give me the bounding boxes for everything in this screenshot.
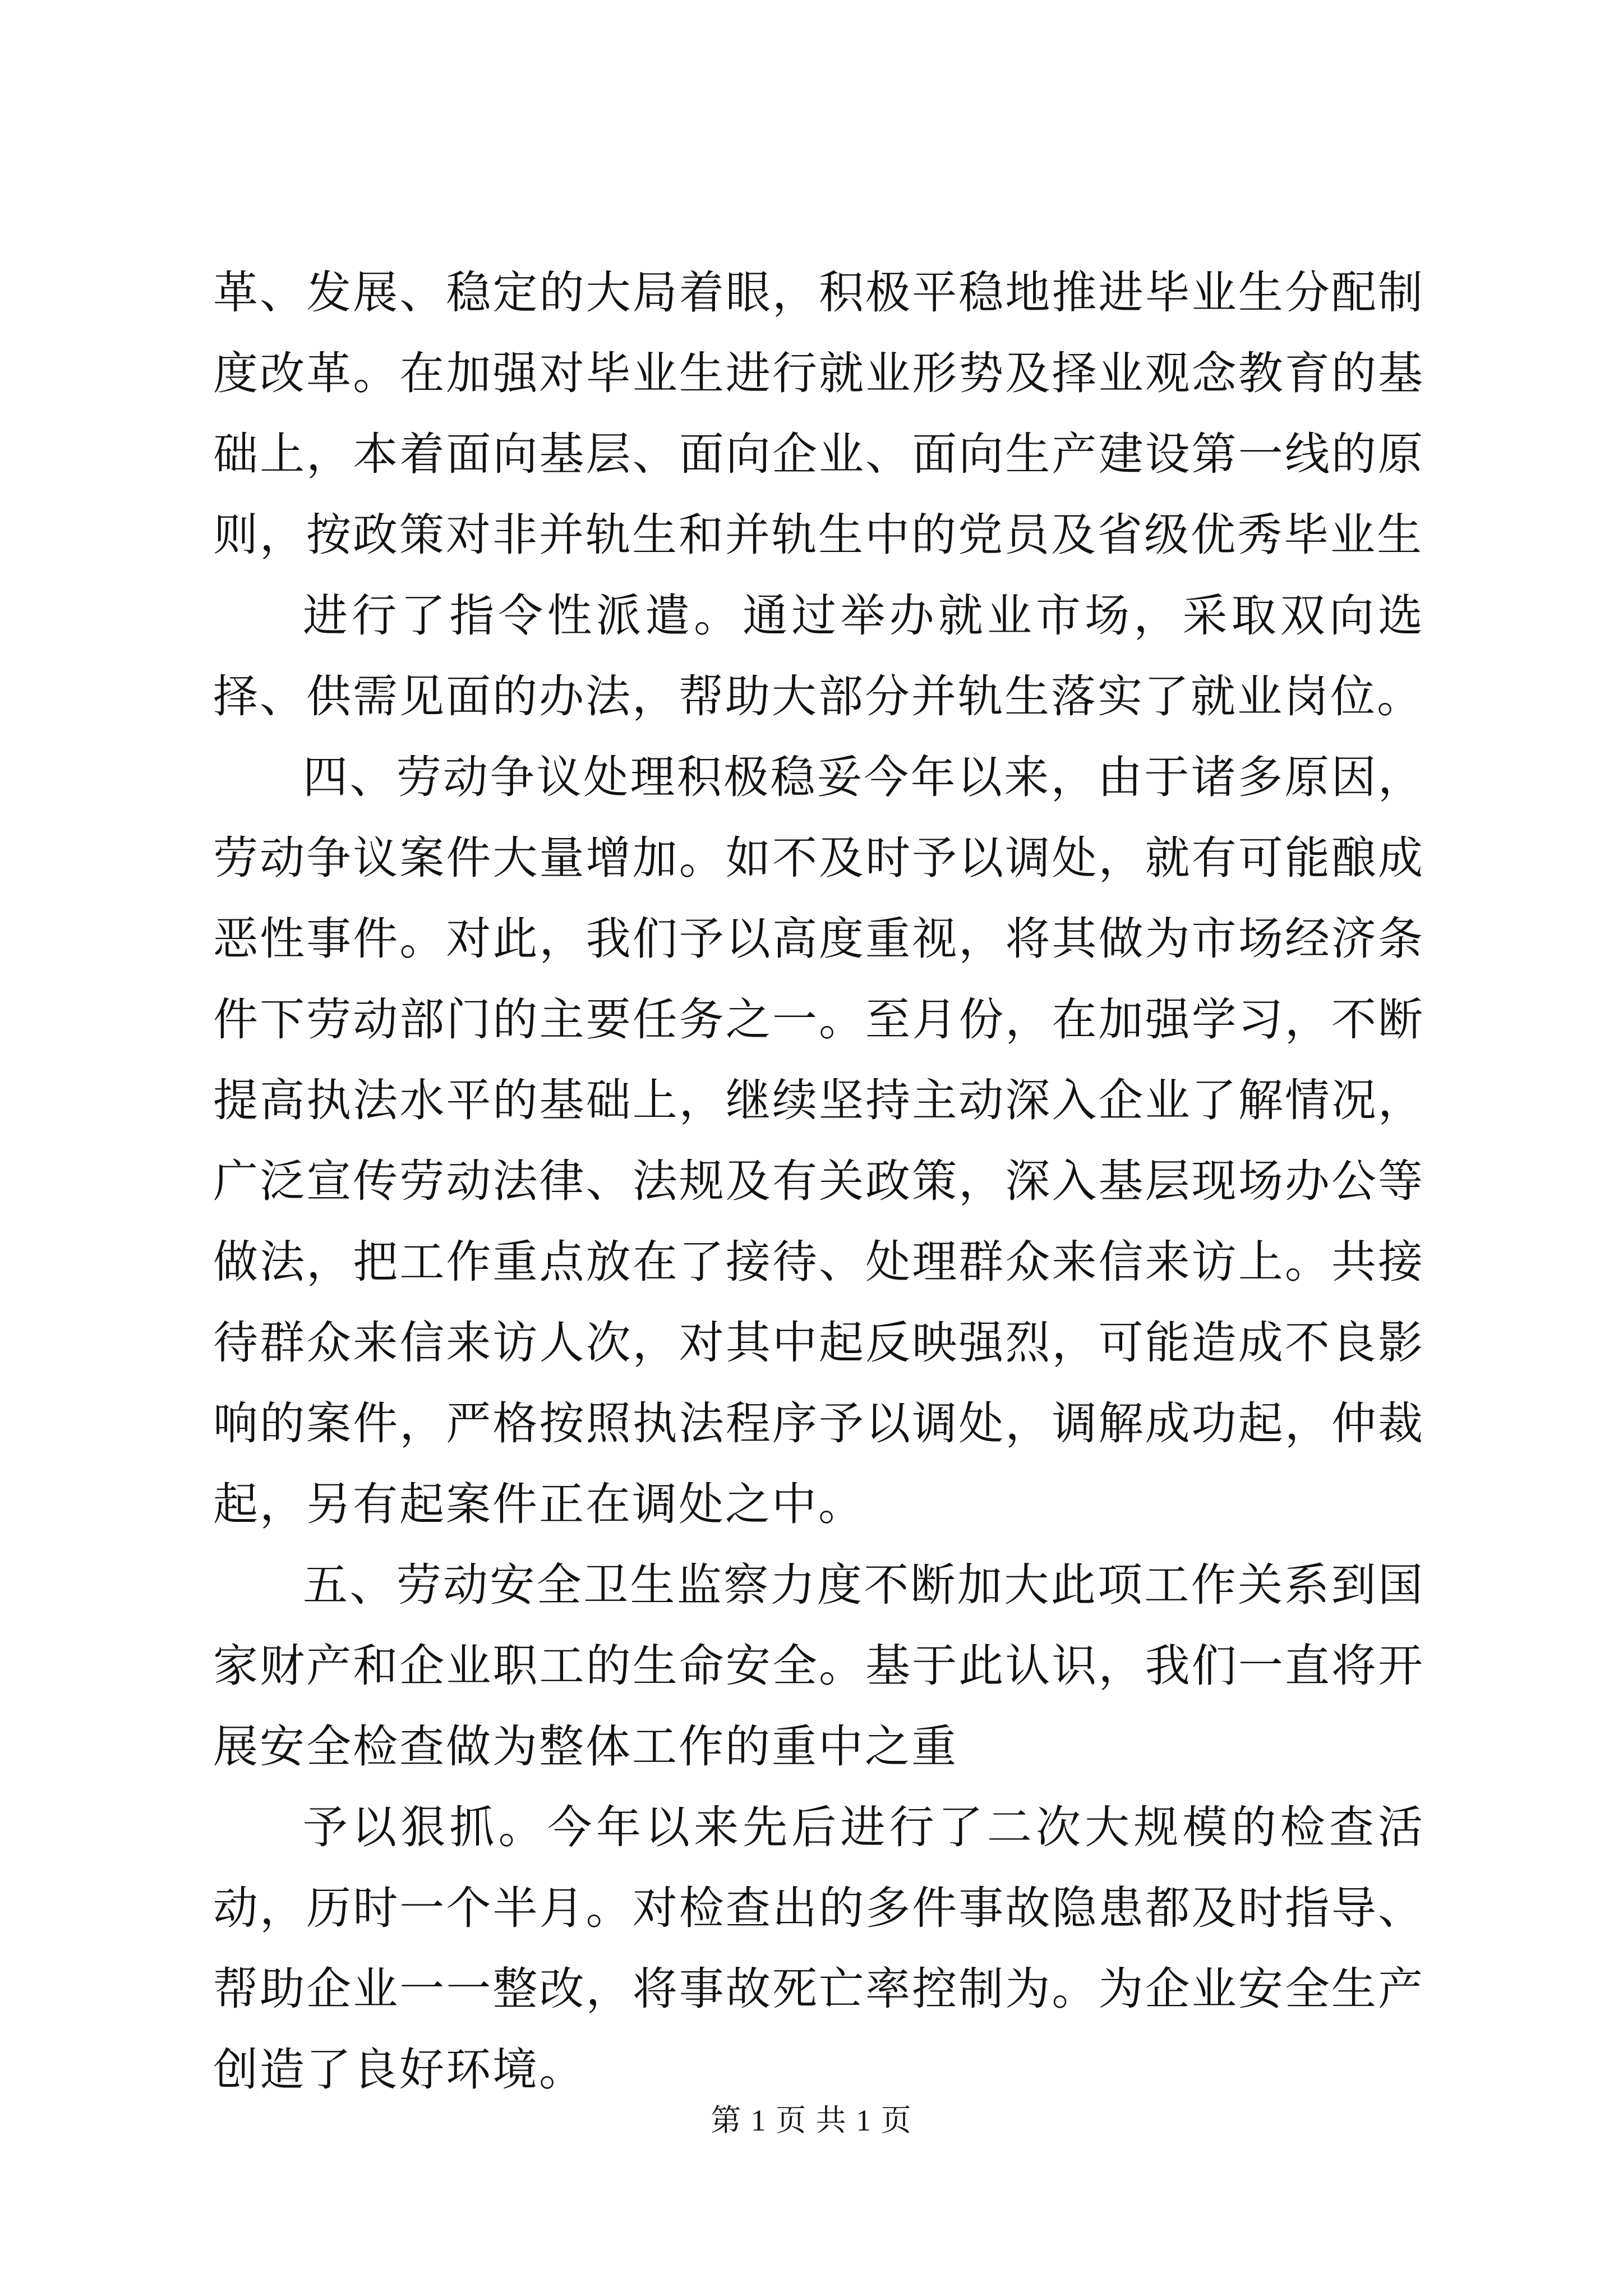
paragraph-2: 进行了指令性派遣。通过举办就业市场，采取双向选择、供需见面的办法，帮助大部分并轨生落实了就业岗位。 (213, 590, 1424, 723)
paragraph-4: 五、劳动安全卫生监察力度不断加大此项工作关系到国家财产和企业职工的生命安全。基于此认识，我们一直将开展安全检查做为整体工作的重中之重 (213, 1559, 1424, 1773)
paragraph-1: 革、发展、稳定的大局着眼，积极平稳地推进毕业生分配制度改革。在加强对毕业生进行就业形势及择业观念教育的基础上，本着面向基层、面向企业、面向生产建设第一线的原则，按政策对非并轨生和并轨生中的党员及省级优秀毕业生 (213, 266, 1424, 561)
paragraph-3: 四、劳动争议处理积极稳妥今年以来，由于诸多原因，劳动争议案件大量增加。如不及时予以调处，就有可能酿成恶性事件。对此，我们予以高度重视，将其做为市场经济条件下劳动部门的主要任务之一。至月份，在加强学习，不断提高执法水平的基础上，继续坚持主动深入企业了解情况，广泛宣传劳动法律、法规及有关政策，深入基层现场办公等做法，把工作重点放在了接待、处理群众来信来访上。共接待群众来信来访人次，对其中起反映强烈，可能造成不良影响的案件，严格按照执法程序予以调处，调解成功起，仲裁起，另有起案件正在调处之中。 (213, 751, 1424, 1530)
paragraph-5: 予以狠抓。今年以来先后进行了二次大规模的检查活动，历时一个半月。对检查出的多件事故隐患都及时指导、帮助企业一一整改，将事故死亡率控制为。为企业安全生产创造了良好环境。 (213, 1801, 1424, 2096)
page-footer: 第 1 页 共 1 页 (711, 2104, 912, 2137)
document-body (213, 252, 1424, 2110)
